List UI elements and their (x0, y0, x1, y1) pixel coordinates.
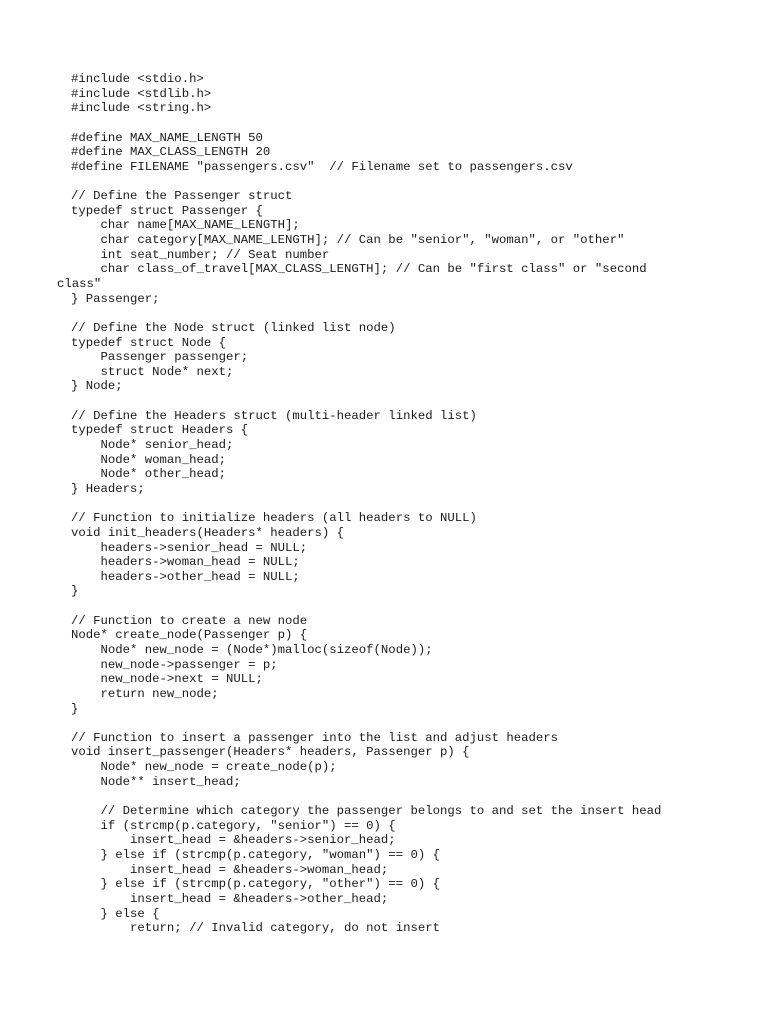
code-line (71, 174, 711, 189)
code-line (71, 306, 711, 321)
code-line (71, 716, 711, 731)
code-line: insert_head = &headers->woman_head; (71, 862, 389, 877)
code-line: Node* new_node = (Node*)malloc(sizeof(Node)); (71, 642, 433, 657)
code-line: char category[MAX_NAME_LENGTH]; // Can be "senior", "woman", or "other" (71, 233, 625, 248)
code-line: } else if (strcmp(p.category, "other") == 0) { (71, 877, 440, 892)
code-line: typedef struct Headers { (71, 423, 249, 438)
code-line: } Passenger; (71, 291, 160, 306)
code-line: // Function to initialize headers (all headers to NULL) (71, 511, 477, 526)
code-line: #define MAX_CLASS_LENGTH 20 (71, 145, 271, 160)
code-line: #define MAX_NAME_LENGTH 50 (71, 130, 263, 145)
code-line: typedef struct Node { (71, 335, 226, 350)
code-line: // Determine which category the passenger belongs to and set the insert head (71, 804, 662, 819)
code-line: Node** insert_head; (71, 774, 241, 789)
code-line: struct Node* next; (71, 364, 234, 379)
code-line: void init_headers(Headers* headers) { (71, 525, 345, 540)
code-line (71, 116, 711, 131)
code-line: if (strcmp(p.category, "senior") == 0) { (71, 818, 396, 833)
code-line: // Define the Node struct (linked list node) (71, 320, 396, 335)
code-line: } Node; (71, 379, 123, 394)
code-line: } else { (71, 906, 160, 921)
code-line: #define FILENAME "passengers.csv" // Filename set to passengers.csv (71, 159, 573, 174)
code-line-wrapped: class" (57, 276, 102, 291)
code-line: char name[MAX_NAME_LENGTH]; (71, 218, 300, 233)
code-line: // Function to insert a passenger into the list and adjust headers (71, 730, 559, 745)
code-line: return new_node; (71, 686, 219, 701)
code-line: Node* other_head; (71, 467, 226, 482)
code-line: Node* new_node = create_node(p); (71, 760, 337, 775)
code-line: #include <stdio.h> (71, 72, 204, 86)
code-line: Node* woman_head; (71, 452, 226, 467)
code-line: headers->woman_head = NULL; (71, 555, 300, 570)
code-line: insert_head = &headers->other_head; (71, 891, 389, 906)
code-line: } Headers; (71, 481, 145, 496)
code-line: new_node->passenger = p; (71, 657, 278, 672)
code-line: headers->other_head = NULL; (71, 569, 300, 584)
code-line: // Define the Headers struct (multi-header linked list) (71, 408, 477, 423)
code-line (71, 599, 711, 614)
code-line: int seat_number; // Seat number (71, 247, 330, 262)
code-line: } (71, 584, 79, 599)
code-line: #include <stdlib.h> (71, 86, 212, 101)
code-line: } else if (strcmp(p.category, "woman") == 0) { (71, 847, 440, 862)
code-line (71, 789, 711, 804)
code-line: Node* senior_head; (71, 438, 234, 453)
code-line: Node* create_node(Passenger p) { (71, 628, 308, 643)
code-line: void insert_passenger(Headers* headers, Passenger p) { (71, 745, 470, 760)
code-listing (57, 72, 711, 936)
code-line: char class_of_travel[MAX_CLASS_LENGTH]; // Can be "first class" or "second (71, 262, 647, 277)
code-line: // Function to create a new node (71, 613, 308, 628)
code-line (71, 497, 711, 512)
code-line (71, 394, 711, 409)
code-line: insert_head = &headers->senior_head; (71, 833, 396, 848)
code-line: Passenger passenger; (71, 350, 249, 365)
code-line: return; // Invalid category, do not insert (71, 921, 440, 936)
code-line: } (71, 701, 79, 716)
code-line: #include <string.h> (71, 101, 212, 116)
code-line: // Define the Passenger struct (71, 189, 293, 204)
code-line: new_node->next = NULL; (71, 672, 263, 687)
code-line: headers->senior_head = NULL; (71, 540, 308, 555)
code-line: typedef struct Passenger { (71, 203, 263, 218)
